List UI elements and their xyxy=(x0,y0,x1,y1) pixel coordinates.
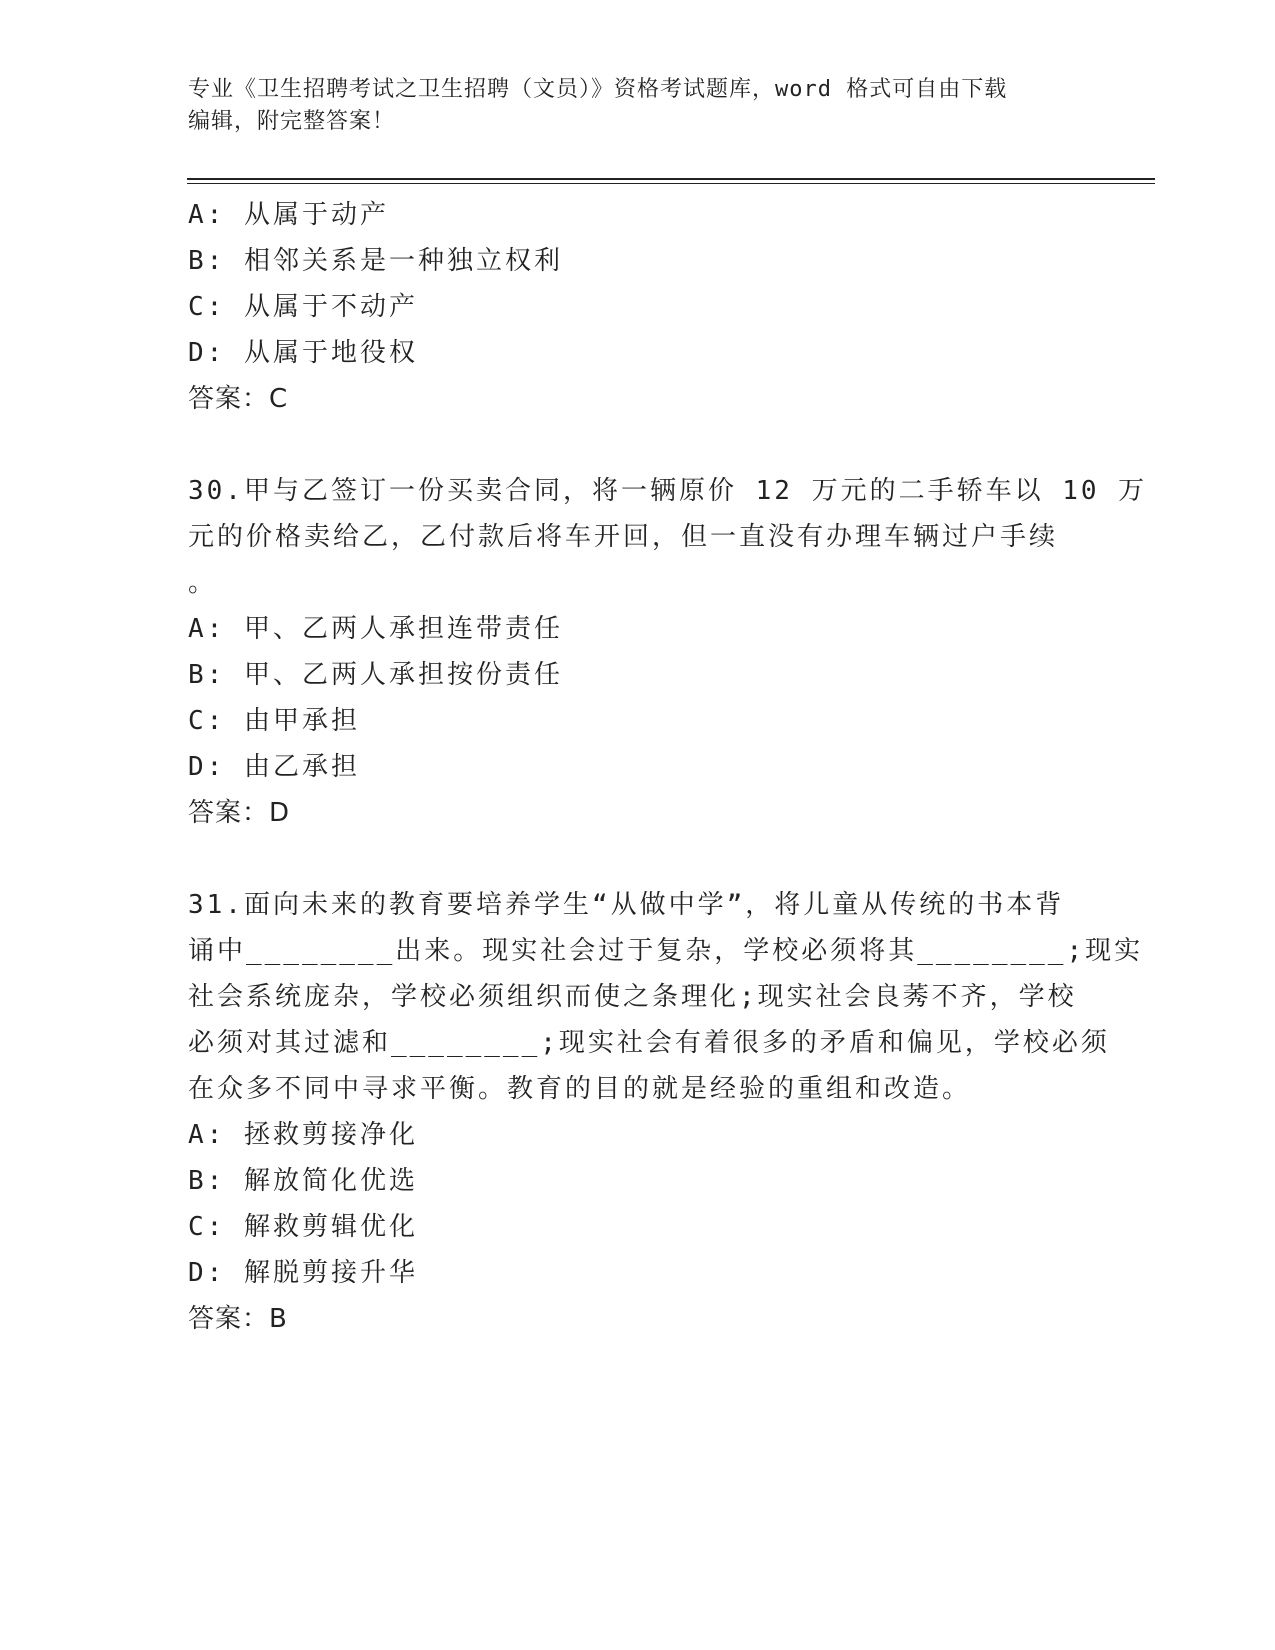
header-divider-thin xyxy=(187,183,1155,184)
option-b: B: 甲、乙两人承担按份责任 xyxy=(188,660,563,690)
question-list xyxy=(188,192,1148,1342)
spacer xyxy=(188,836,1088,882)
question-31 xyxy=(188,882,1144,1342)
answer-label: 答案：C xyxy=(188,384,289,414)
question-30 xyxy=(188,468,1148,836)
spacer xyxy=(188,422,1088,468)
stem-line: 必须对其过滤和________;现实社会有着很多的矛盾和偏见，学校必须 xyxy=(188,1028,1110,1058)
stem-line: 31.面向未来的教育要培养学生“从做中学”，将儿童从传统的书本背 xyxy=(188,890,1065,920)
stem-line: 在众多不同中寻求平衡。教育的目的就是经验的重组和改造。 xyxy=(188,1074,972,1104)
option-b: B: 解放简化优选 xyxy=(188,1166,418,1196)
option-d: D: 从属于地役权 xyxy=(188,338,418,368)
option-b: B: 相邻关系是一种独立权利 xyxy=(188,246,563,276)
option-d: D: 解脱剪接升华 xyxy=(188,1258,418,1288)
stem-line: 。 xyxy=(188,568,218,598)
stem-line: 30.甲与乙签订一份买卖合同，将一辆原价 12 万元的二手轿车以 10 万 xyxy=(188,476,1148,506)
header-line-2: 编辑，附完整答案！ xyxy=(188,109,396,134)
option-a: A: 拯救剪接净化 xyxy=(188,1120,418,1150)
document-header xyxy=(188,74,1088,138)
option-a: A: 从属于动产 xyxy=(188,200,389,230)
question-29 xyxy=(188,192,1088,422)
stem-line: 社会系统庞杂，学校必须组织而使之条理化;现实社会良莠不齐，学校 xyxy=(188,982,1077,1012)
option-c: C: 由甲承担 xyxy=(188,706,360,736)
header-line-1: 专业《卫生招聘考试之卫生招聘（文员）》资格考试题库，word 格式可自由下载 xyxy=(188,77,1008,102)
stem-line: 元的价格卖给乙，乙付款后将车开回，但一直没有办理车辆过户手续 xyxy=(188,522,1059,552)
stem-line: 诵中________出来。现实社会过于复杂，学校必须将其________;现实 xyxy=(188,936,1144,966)
question-stem xyxy=(188,468,1148,606)
option-d: D: 由乙承担 xyxy=(188,752,360,782)
answer-label: 答案：B xyxy=(188,1304,288,1334)
header-divider-thick xyxy=(187,178,1155,180)
option-c: C: 解救剪辑优化 xyxy=(188,1212,418,1242)
question-stem xyxy=(188,882,1144,1112)
answer-label: 答案：D xyxy=(188,798,291,828)
option-a: A: 甲、乙两人承担连带责任 xyxy=(188,614,563,644)
option-c: C: 从属于不动产 xyxy=(188,292,418,322)
